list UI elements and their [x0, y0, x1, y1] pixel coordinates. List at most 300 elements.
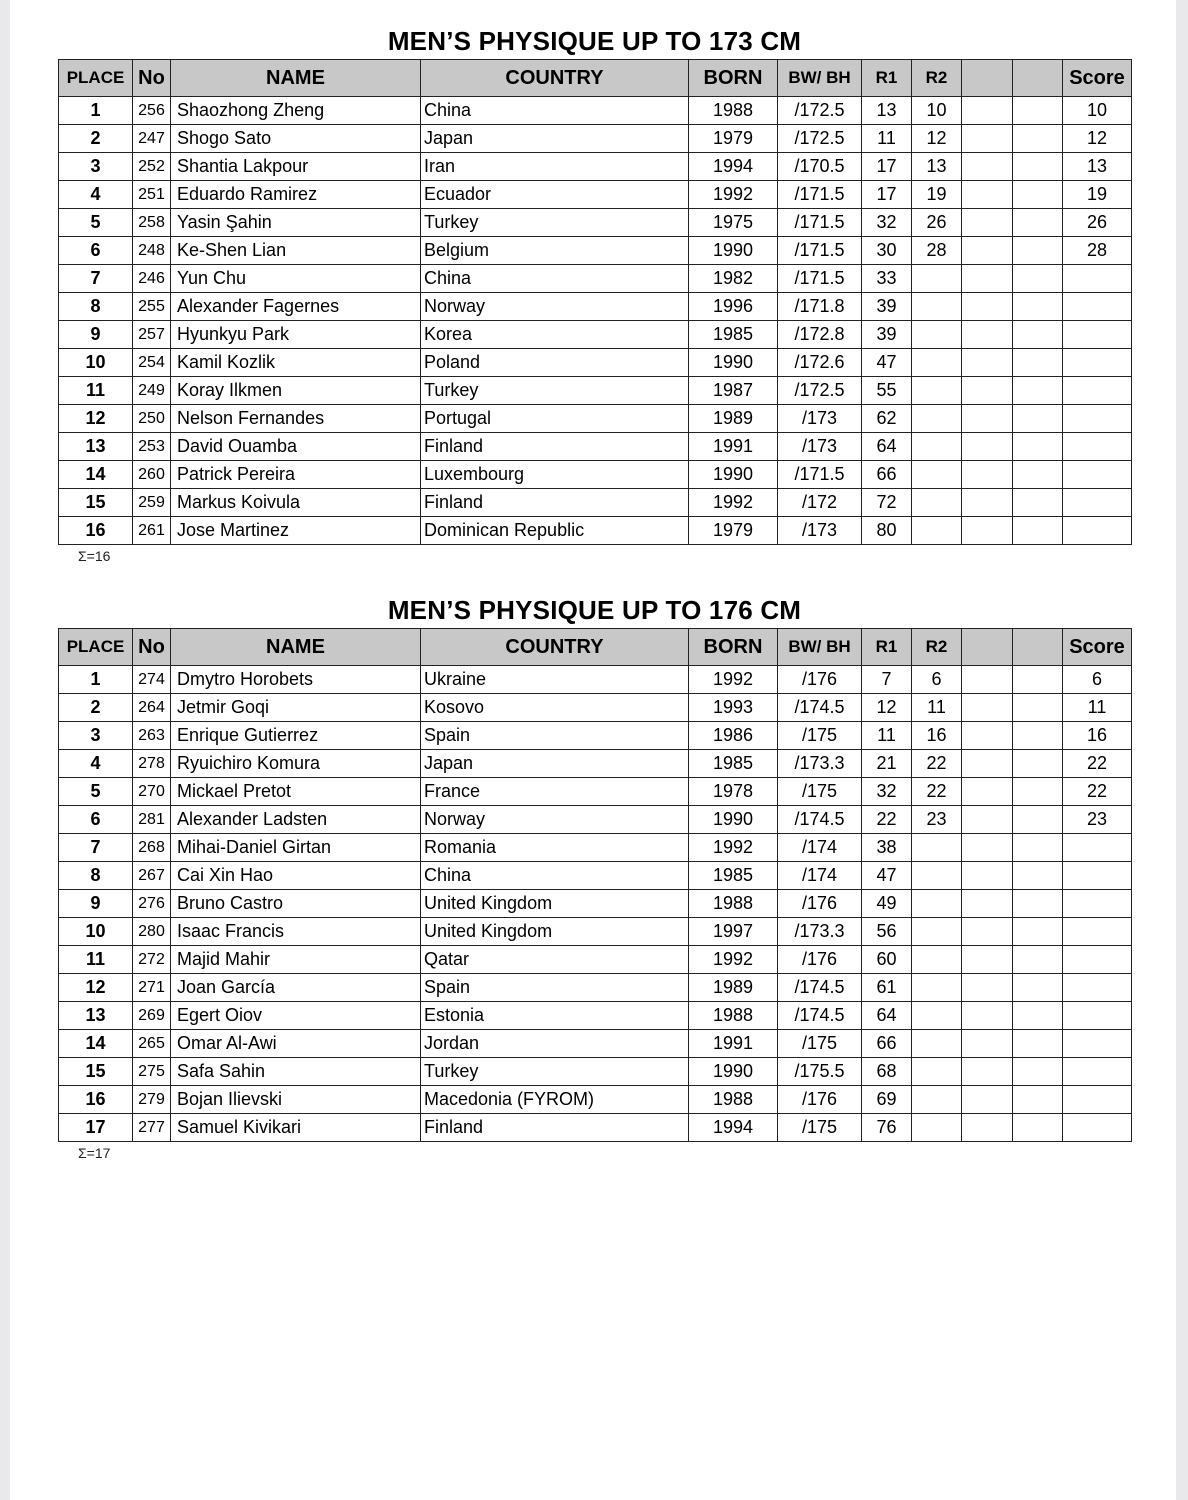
cell-r2 — [912, 1058, 962, 1086]
cell-number: 263 — [133, 722, 171, 750]
cell-bw-bh: /171.5 — [778, 265, 862, 293]
cell-born: 1992 — [689, 834, 778, 862]
header-row — [59, 60, 1132, 97]
cell-score — [1063, 405, 1132, 433]
cell-score — [1063, 1030, 1132, 1058]
cell-extra-2 — [1013, 181, 1063, 209]
cell-born: 1994 — [689, 153, 778, 181]
cell-born: 1985 — [689, 321, 778, 349]
header-extra-1 — [962, 60, 1013, 97]
cell-extra-2 — [1013, 433, 1063, 461]
cell-r1: 68 — [862, 1058, 912, 1086]
cell-r1: 61 — [862, 974, 912, 1002]
cell-bw-bh: /175 — [778, 1114, 862, 1142]
cell-r2 — [912, 862, 962, 890]
cell-place: 15 — [59, 489, 133, 517]
cell-extra-1 — [962, 722, 1013, 750]
cell-number: 270 — [133, 778, 171, 806]
cell-extra-2 — [1013, 153, 1063, 181]
cell-extra-1 — [962, 405, 1013, 433]
cell-extra-1 — [962, 125, 1013, 153]
cell-born: 1989 — [689, 974, 778, 1002]
cell-r2: 22 — [912, 750, 962, 778]
cell-born: 1988 — [689, 97, 778, 125]
cell-extra-2 — [1013, 377, 1063, 405]
table-row — [59, 806, 1132, 834]
cell-extra-1 — [962, 946, 1013, 974]
cell-extra-1 — [962, 209, 1013, 237]
cell-number: 279 — [133, 1086, 171, 1114]
header-name: NAME — [171, 60, 421, 97]
cell-extra-1 — [962, 806, 1013, 834]
cell-score: 22 — [1063, 750, 1132, 778]
cell-born: 1992 — [689, 666, 778, 694]
section-title: MEN’S PHYSIQUE UP TO 176 CM — [387, 595, 802, 625]
cell-r2 — [912, 405, 962, 433]
cell-score: 26 — [1063, 209, 1132, 237]
cell-r2: 16 — [912, 722, 962, 750]
cell-athlete-name: Cai Xin Hao — [171, 862, 421, 890]
table-row — [59, 694, 1132, 722]
section-176cm — [58, 593, 1131, 1164]
cell-r2 — [912, 834, 962, 862]
cell-score — [1063, 946, 1132, 974]
header-bw-bh: BW/ BH — [778, 60, 862, 97]
cell-r2: 12 — [912, 125, 962, 153]
cell-place: 14 — [59, 1030, 133, 1058]
cell-place: 4 — [59, 750, 133, 778]
table-row — [59, 750, 1132, 778]
cell-score — [1063, 834, 1132, 862]
cell-extra-1 — [962, 461, 1013, 489]
cell-r2: 26 — [912, 209, 962, 237]
cell-extra-1 — [962, 489, 1013, 517]
section-173cm — [58, 24, 1131, 567]
cell-r2 — [912, 489, 962, 517]
cell-place: 9 — [59, 890, 133, 918]
cell-r1: 32 — [862, 209, 912, 237]
cell-r1: 22 — [862, 806, 912, 834]
cell-extra-2 — [1013, 1002, 1063, 1030]
cell-number: 261 — [133, 517, 171, 545]
cell-r2: 6 — [912, 666, 962, 694]
cell-country: Dominican Republic — [421, 517, 689, 545]
cell-number: 267 — [133, 862, 171, 890]
cell-extra-2 — [1013, 890, 1063, 918]
cell-score — [1063, 321, 1132, 349]
cell-place: 6 — [59, 806, 133, 834]
cell-athlete-name: Ke-Shen Lian — [171, 237, 421, 265]
cell-born: 1990 — [689, 461, 778, 489]
cell-number: 280 — [133, 918, 171, 946]
cell-athlete-name: Dmytro Horobets — [171, 666, 421, 694]
cell-score — [1063, 1058, 1132, 1086]
cell-bw-bh: /172.5 — [778, 377, 862, 405]
cell-place: 14 — [59, 461, 133, 489]
cell-extra-1 — [962, 181, 1013, 209]
cell-country: Norway — [421, 806, 689, 834]
cell-extra-1 — [962, 1030, 1013, 1058]
table-row — [59, 1002, 1132, 1030]
cell-r1: 69 — [862, 1086, 912, 1114]
cell-score — [1063, 1114, 1132, 1142]
cell-place: 16 — [59, 1086, 133, 1114]
header-row — [59, 629, 1132, 666]
table-row — [59, 722, 1132, 750]
cell-extra-2 — [1013, 694, 1063, 722]
cell-place: 16 — [59, 517, 133, 545]
table-row — [59, 125, 1132, 153]
cell-bw-bh: /174.5 — [778, 694, 862, 722]
cell-athlete-name: Bojan Ilievski — [171, 1086, 421, 1114]
cell-r1: 72 — [862, 489, 912, 517]
cell-athlete-name: Isaac Francis — [171, 918, 421, 946]
cell-r2: 28 — [912, 237, 962, 265]
cell-r2 — [912, 974, 962, 1002]
cell-r2 — [912, 265, 962, 293]
cell-extra-2 — [1013, 834, 1063, 862]
cell-bw-bh: /174.5 — [778, 974, 862, 1002]
cell-country: Jordan — [421, 1030, 689, 1058]
cell-bw-bh: /172.8 — [778, 321, 862, 349]
cell-bw-bh: /176 — [778, 666, 862, 694]
cell-r2 — [912, 321, 962, 349]
cell-extra-2 — [1013, 1114, 1063, 1142]
cell-r1: 11 — [862, 722, 912, 750]
cell-extra-2 — [1013, 517, 1063, 545]
section-title: MEN’S PHYSIQUE UP TO 173 CM — [387, 26, 802, 56]
cell-athlete-name: Nelson Fernandes — [171, 405, 421, 433]
cell-athlete-name: Yasin Şahin — [171, 209, 421, 237]
table-row — [59, 265, 1132, 293]
cell-country: Ukraine — [421, 666, 689, 694]
cell-country: Finland — [421, 1114, 689, 1142]
cell-place: 13 — [59, 1002, 133, 1030]
cell-r1: 76 — [862, 1114, 912, 1142]
cell-born: 1990 — [689, 237, 778, 265]
cell-extra-2 — [1013, 293, 1063, 321]
cell-country: Finland — [421, 433, 689, 461]
cell-r2 — [912, 377, 962, 405]
header-place: PLACE — [59, 60, 133, 97]
cell-place: 9 — [59, 321, 133, 349]
cell-born: 1982 — [689, 265, 778, 293]
cell-r1: 39 — [862, 321, 912, 349]
cell-born: 1975 — [689, 209, 778, 237]
cell-place: 11 — [59, 946, 133, 974]
cell-bw-bh: /172 — [778, 489, 862, 517]
cell-score: 10 — [1063, 97, 1132, 125]
cell-place: 12 — [59, 974, 133, 1002]
header-score: Score — [1063, 60, 1132, 97]
cell-score — [1063, 1002, 1132, 1030]
cell-r1: 64 — [862, 433, 912, 461]
cell-number: 246 — [133, 265, 171, 293]
cell-score — [1063, 918, 1132, 946]
cell-born: 1989 — [689, 405, 778, 433]
header-country: COUNTRY — [421, 629, 689, 666]
header-born: BORN — [689, 629, 778, 666]
cell-place: 15 — [59, 1058, 133, 1086]
cell-r2 — [912, 946, 962, 974]
table-row — [59, 862, 1132, 890]
cell-extra-2 — [1013, 209, 1063, 237]
cell-number: 271 — [133, 974, 171, 1002]
cell-number: 247 — [133, 125, 171, 153]
cell-country: Iran — [421, 153, 689, 181]
cell-born: 1986 — [689, 722, 778, 750]
cell-athlete-name: Eduardo Ramirez — [171, 181, 421, 209]
cell-r1: 80 — [862, 517, 912, 545]
cell-place: 1 — [59, 666, 133, 694]
cell-extra-1 — [962, 918, 1013, 946]
cell-country: Belgium — [421, 237, 689, 265]
cell-score — [1063, 293, 1132, 321]
table-row — [59, 377, 1132, 405]
cell-athlete-name: Ryuichiro Komura — [171, 750, 421, 778]
table-row — [59, 433, 1132, 461]
cell-extra-2 — [1013, 974, 1063, 1002]
cell-number: 251 — [133, 181, 171, 209]
cell-number: 253 — [133, 433, 171, 461]
cell-athlete-name: Joan García — [171, 974, 421, 1002]
cell-r1: 11 — [862, 125, 912, 153]
cell-number: 254 — [133, 349, 171, 377]
cell-extra-2 — [1013, 750, 1063, 778]
cell-r2 — [912, 890, 962, 918]
cell-extra-1 — [962, 237, 1013, 265]
cell-number: 249 — [133, 377, 171, 405]
header-r2: R2 — [912, 629, 962, 666]
header-born: BORN — [689, 60, 778, 97]
cell-score — [1063, 1086, 1132, 1114]
cell-score: 6 — [1063, 666, 1132, 694]
cell-extra-2 — [1013, 806, 1063, 834]
cell-place: 1 — [59, 97, 133, 125]
cell-place: 13 — [59, 433, 133, 461]
cell-bw-bh: /176 — [778, 890, 862, 918]
cell-score: 13 — [1063, 153, 1132, 181]
cell-country: Poland — [421, 349, 689, 377]
cell-r1: 17 — [862, 181, 912, 209]
header-extra-2 — [1013, 629, 1063, 666]
cell-number: 248 — [133, 237, 171, 265]
cell-extra-1 — [962, 1114, 1013, 1142]
cell-r1: 66 — [862, 461, 912, 489]
table-row — [59, 349, 1132, 377]
table-row — [59, 153, 1132, 181]
cell-number: 275 — [133, 1058, 171, 1086]
header-no: No — [133, 629, 171, 666]
cell-bw-bh: /175.5 — [778, 1058, 862, 1086]
cell-number: 268 — [133, 834, 171, 862]
cell-country: Romania — [421, 834, 689, 862]
cell-r2 — [912, 1086, 962, 1114]
cell-extra-2 — [1013, 321, 1063, 349]
cell-bw-bh: /175 — [778, 722, 862, 750]
cell-bw-bh: /173 — [778, 433, 862, 461]
cell-athlete-name: Kamil Kozlik — [171, 349, 421, 377]
cell-extra-1 — [962, 834, 1013, 862]
cell-number: 258 — [133, 209, 171, 237]
cell-athlete-name: Safa Sahin — [171, 1058, 421, 1086]
cell-born: 1994 — [689, 1114, 778, 1142]
cell-bw-bh: /174 — [778, 862, 862, 890]
cell-score: 16 — [1063, 722, 1132, 750]
cell-born: 1985 — [689, 750, 778, 778]
cell-score — [1063, 433, 1132, 461]
cell-place: 12 — [59, 405, 133, 433]
cell-country: Ecuador — [421, 181, 689, 209]
cell-bw-bh: /171.5 — [778, 237, 862, 265]
cell-r2 — [912, 349, 962, 377]
cell-athlete-name: Alexander Fagernes — [171, 293, 421, 321]
cell-athlete-name: Omar Al-Awi — [171, 1030, 421, 1058]
cell-bw-bh: /175 — [778, 778, 862, 806]
cell-number: 278 — [133, 750, 171, 778]
cell-extra-1 — [962, 1058, 1013, 1086]
cell-r1: 30 — [862, 237, 912, 265]
table-row — [59, 974, 1132, 1002]
cell-r1: 12 — [862, 694, 912, 722]
cell-born: 1991 — [689, 433, 778, 461]
cell-born: 1978 — [689, 778, 778, 806]
cell-extra-2 — [1013, 237, 1063, 265]
header-score: Score — [1063, 629, 1132, 666]
table-row — [59, 293, 1132, 321]
cell-athlete-name: Shogo Sato — [171, 125, 421, 153]
cell-country: Japan — [421, 750, 689, 778]
cell-place: 2 — [59, 125, 133, 153]
header-no: No — [133, 60, 171, 97]
cell-bw-bh: /175 — [778, 1030, 862, 1058]
cell-athlete-name: Mickael Pretot — [171, 778, 421, 806]
cell-r1: 64 — [862, 1002, 912, 1030]
cell-athlete-name: David Ouamba — [171, 433, 421, 461]
cell-athlete-name: Jetmir Goqi — [171, 694, 421, 722]
cell-place: 3 — [59, 153, 133, 181]
cell-born: 1988 — [689, 1002, 778, 1030]
cell-number: 276 — [133, 890, 171, 918]
cell-bw-bh: /170.5 — [778, 153, 862, 181]
cell-extra-2 — [1013, 125, 1063, 153]
cell-extra-1 — [962, 377, 1013, 405]
cell-bw-bh: /171.5 — [778, 181, 862, 209]
cell-place: 6 — [59, 237, 133, 265]
cell-extra-2 — [1013, 666, 1063, 694]
cell-bw-bh: /172.6 — [778, 349, 862, 377]
cell-number: 269 — [133, 1002, 171, 1030]
cell-place: 17 — [59, 1114, 133, 1142]
cell-country: Korea — [421, 321, 689, 349]
cell-number: 252 — [133, 153, 171, 181]
cell-r2 — [912, 1002, 962, 1030]
cell-athlete-name: Bruno Castro — [171, 890, 421, 918]
cell-born: 1990 — [689, 1058, 778, 1086]
cell-r1: 33 — [862, 265, 912, 293]
cell-country: Estonia — [421, 1002, 689, 1030]
cell-country: Luxembourg — [421, 461, 689, 489]
cell-score — [1063, 349, 1132, 377]
cell-country: Portugal — [421, 405, 689, 433]
cell-bw-bh: /174 — [778, 834, 862, 862]
cell-country: China — [421, 265, 689, 293]
cell-score — [1063, 489, 1132, 517]
cell-score — [1063, 974, 1132, 1002]
cell-born: 1996 — [689, 293, 778, 321]
header-r1: R1 — [862, 60, 912, 97]
cell-extra-2 — [1013, 1086, 1063, 1114]
cell-r2: 23 — [912, 806, 962, 834]
cell-place: 7 — [59, 265, 133, 293]
cell-extra-2 — [1013, 918, 1063, 946]
cell-place: 7 — [59, 834, 133, 862]
table-row — [59, 666, 1132, 694]
cell-athlete-name: Jose Martinez — [171, 517, 421, 545]
header-place: PLACE — [59, 629, 133, 666]
cell-extra-2 — [1013, 405, 1063, 433]
cell-extra-1 — [962, 890, 1013, 918]
cell-bw-bh: /172.5 — [778, 125, 862, 153]
cell-athlete-name: Majid Mahir — [171, 946, 421, 974]
cell-athlete-name: Yun Chu — [171, 265, 421, 293]
cell-number: 277 — [133, 1114, 171, 1142]
cell-country: Spain — [421, 722, 689, 750]
cell-r1: 38 — [862, 834, 912, 862]
cell-born: 1985 — [689, 862, 778, 890]
cell-extra-1 — [962, 153, 1013, 181]
document-page — [10, 0, 1176, 1500]
cell-r2 — [912, 517, 962, 545]
cell-r2 — [912, 1114, 962, 1142]
cell-bw-bh: /174.5 — [778, 1002, 862, 1030]
cell-country: Turkey — [421, 1058, 689, 1086]
cell-country: China — [421, 97, 689, 125]
table-row — [59, 946, 1132, 974]
cell-score — [1063, 890, 1132, 918]
cell-number: 256 — [133, 97, 171, 125]
cell-score — [1063, 377, 1132, 405]
cell-extra-2 — [1013, 778, 1063, 806]
table-row — [59, 209, 1132, 237]
cell-country: China — [421, 862, 689, 890]
cell-country: Turkey — [421, 209, 689, 237]
cell-bw-bh: /172.5 — [778, 97, 862, 125]
cell-athlete-name: Enrique Gutierrez — [171, 722, 421, 750]
cell-bw-bh: /176 — [778, 946, 862, 974]
cell-country: France — [421, 778, 689, 806]
cell-athlete-name: Markus Koivula — [171, 489, 421, 517]
cell-athlete-name: Hyunkyu Park — [171, 321, 421, 349]
cell-score: 11 — [1063, 694, 1132, 722]
cell-extra-1 — [962, 293, 1013, 321]
cell-r1: 39 — [862, 293, 912, 321]
cell-country: Qatar — [421, 946, 689, 974]
cell-r1: 7 — [862, 666, 912, 694]
cell-athlete-name: Patrick Pereira — [171, 461, 421, 489]
cell-extra-1 — [962, 321, 1013, 349]
cell-extra-2 — [1013, 97, 1063, 125]
cell-bw-bh: /174.5 — [778, 806, 862, 834]
table-row — [59, 321, 1132, 349]
cell-country: United Kingdom — [421, 918, 689, 946]
cell-number: 265 — [133, 1030, 171, 1058]
table-row — [59, 461, 1132, 489]
cell-extra-1 — [962, 433, 1013, 461]
cell-extra-2 — [1013, 1058, 1063, 1086]
table-row — [59, 181, 1132, 209]
cell-country: Macedonia (FYROM) — [421, 1086, 689, 1114]
